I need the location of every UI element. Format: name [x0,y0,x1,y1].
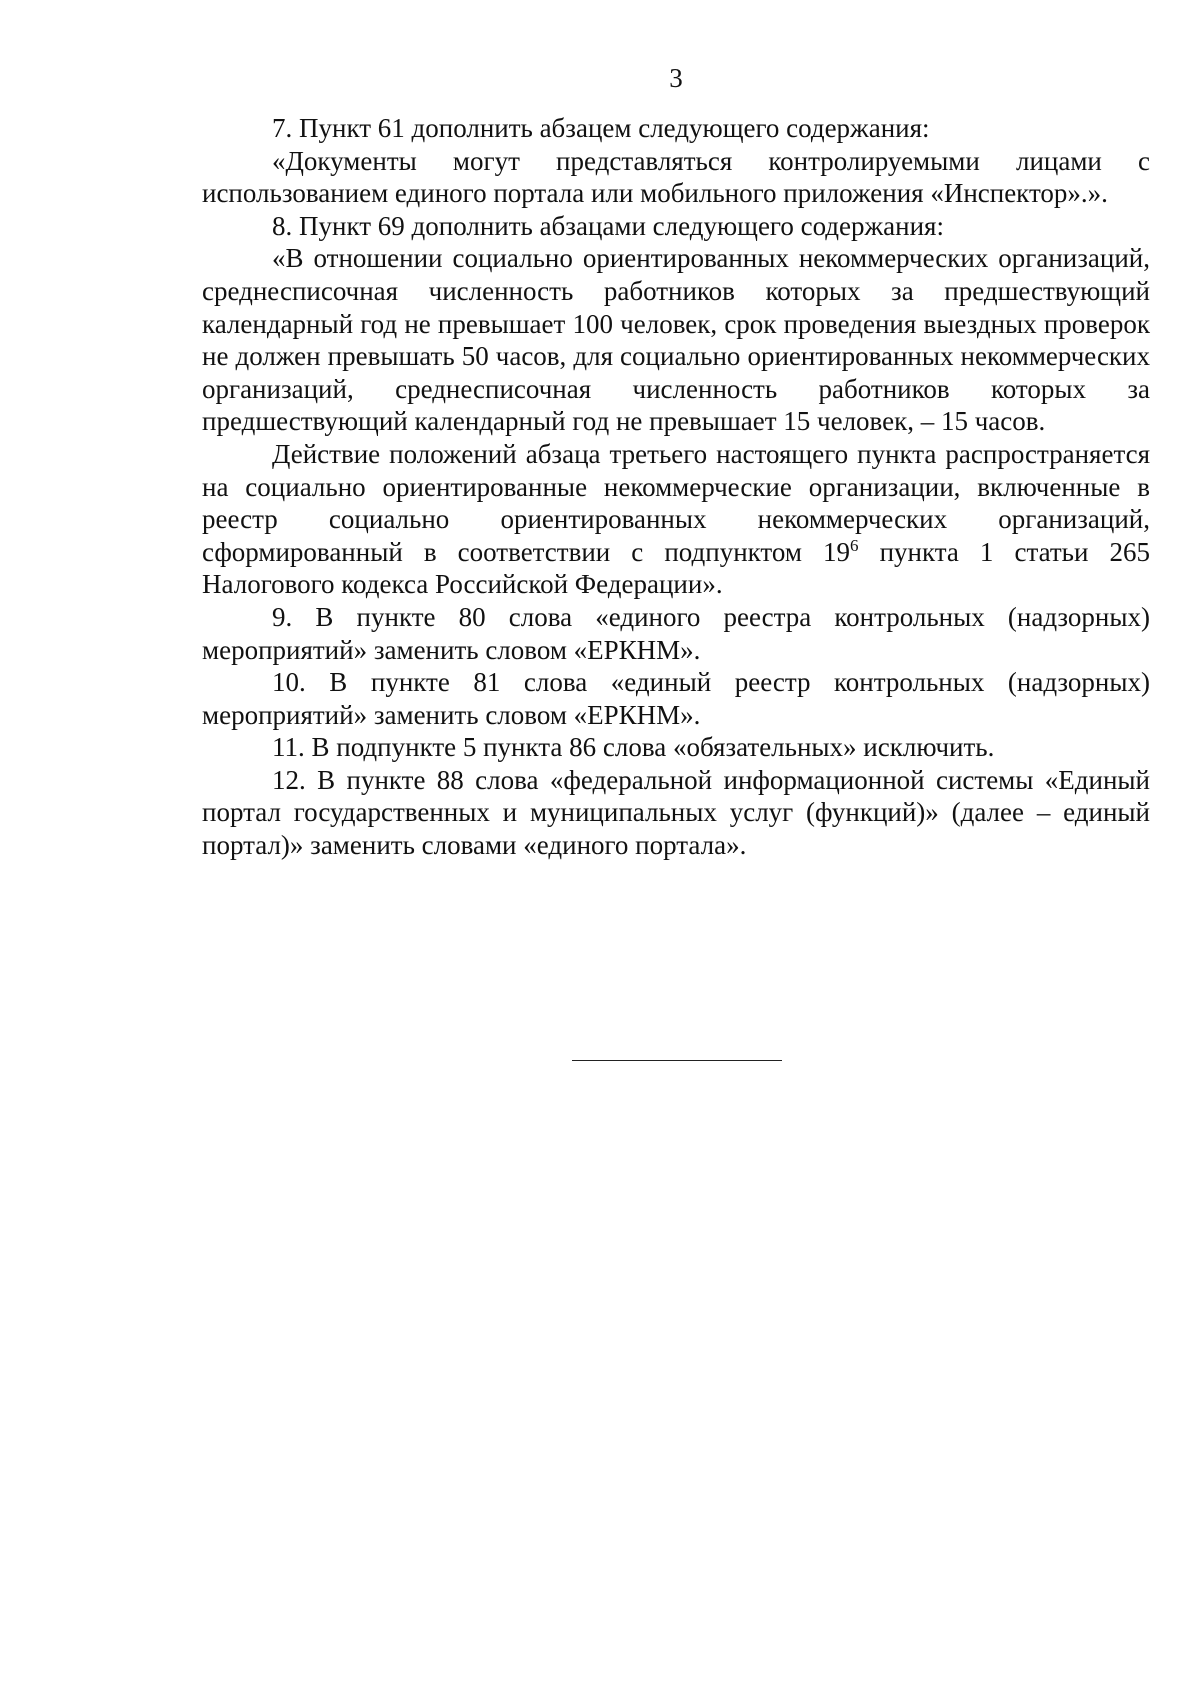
paragraph-item-12: 12. В пункте 88 слова «федеральной информационной системы «Единый портал государственных и муниципальных услуг (функций)» (далее – единый портал)» заменить словами «единого портала». [202,764,1150,861]
effect-text: Действие положений абзаца третьего настоящего пункта распространяется на социально ориентированные некоммерческие организации, включенные в реестр социально ориентированных некоммерческих организаций, сформированный в соответствии с подпунктом 19 [202,438,1150,567]
superscript-index: 6 [850,535,859,555]
paragraph-item-9: 9. В пункте 80 слова «единого реестра контрольных (надзорных) мероприятий» заменить словом «ЕРКНМ». [202,601,1150,665]
effect-text-tail: пункта 1 статьи 265 Налогового кодекса Российской Федерации». [202,536,1150,600]
paragraph-item-10: 10. В пункте 81 слова «единый реестр контрольных (надзорных) мероприятий» заменить словом «ЕРКНМ». [202,667,1150,730]
paragraph-item-7-quote: «Документы могут представляться контролируемыми лицами с использованием единого портала или мобильного приложения «Инспектор».». [202,145,1150,209]
page-number: 3 [669,63,683,93]
paragraph-effect-provision [202,438,1150,601]
paragraph-item-11: 11. В подпункте 5 пункта 86 слова «обязательных» исключить. [272,732,995,763]
paragraph-item-7: 7. Пункт 61 дополнить абзацем следующего содержания: [272,113,930,143]
paragraph-item-8-quote: «В отношении социально ориентированных некоммерческих организаций, среднесписочная численность работников которых за предшествующий календарный год не превышает 100 человек, срок проведения выездных проверок не должен превышать 50 часов, для социально ориентированных некоммерческих организаций, среднесписочная численность работников которых за предшествующий календарный год не превышает 15 человек, – 15 часов. [202,243,1150,437]
paragraph-item-8: 8. Пункт 69 дополнить абзацами следующего содержания: [272,210,944,241]
end-divider-line [572,1060,782,1061]
document-body [202,112,1150,862]
